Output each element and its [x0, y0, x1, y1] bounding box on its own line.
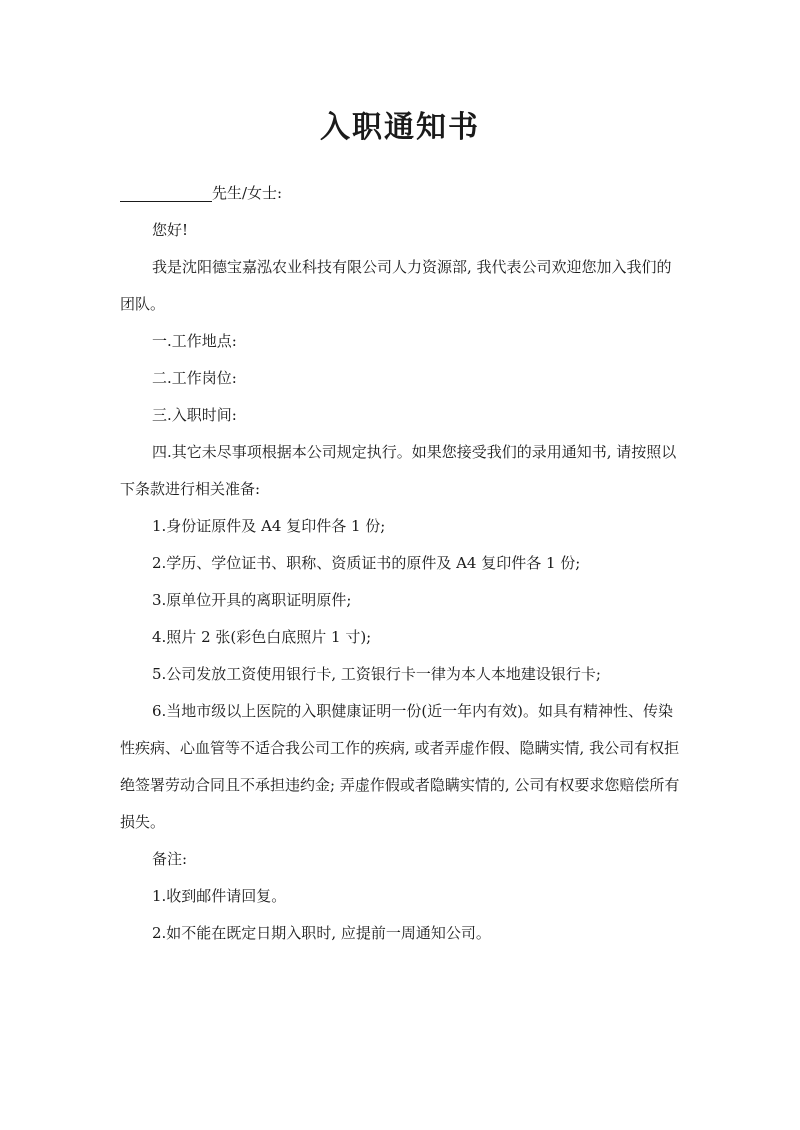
salutation-line	[120, 175, 680, 212]
name-blank	[120, 183, 212, 202]
preparation-item: 3.原单位开具的离职证明原件;	[152, 591, 352, 609]
item-work-location: 一.工作地点:	[152, 332, 237, 350]
salutation-suffix: 先生/女士:	[212, 184, 283, 202]
document-body	[120, 175, 680, 952]
greeting: 您好!	[152, 221, 189, 239]
intro-paragraph: 我是沈阳德宝嘉泓农业科技有限公司人力资源部, 我代表公司欢迎您加入我们的团队。	[120, 258, 672, 313]
item-start-date: 三.入职时间:	[152, 406, 237, 424]
preparation-item: 1.身份证原件及 A4 复印件各 1 份;	[152, 517, 386, 535]
preparation-item: 2.学历、学位证书、职称、资质证书的原件及 A4 复印件各 1 份;	[152, 554, 581, 572]
preparation-item: 5.公司发放工资使用银行卡, 工资银行卡一律为本人本地建设银行卡;	[152, 665, 601, 683]
item-work-position: 二.工作岗位:	[152, 369, 237, 387]
preparation-item: 4.照片 2 张(彩色白底照片 1 寸);	[152, 628, 372, 646]
item-other-matters: 四.其它未尽事项根据本公司规定执行。如果您接受我们的录用通知书, 请按照以下条款进行相关准备:	[120, 443, 677, 498]
notes-heading: 备注:	[152, 850, 188, 868]
document-title: 入职通知书	[320, 110, 480, 145]
preparation-item: 6.当地市级以上医院的入职健康证明一份(近一年内有效)。如具有精神性、传染性疾病、心血管等不适合我公司工作的疾病, 或者弄虚作假、隐瞒实情, 我公司有权拒绝签署劳动合同且不承担违约金; 弄虚作假或者隐瞒实情的, 公司有权要求您赔偿所有损失。	[120, 702, 680, 831]
note-item: 1.收到邮件请回复。	[152, 887, 287, 905]
note-item: 2.如不能在既定日期入职时, 应提前一周通知公司。	[152, 924, 491, 942]
